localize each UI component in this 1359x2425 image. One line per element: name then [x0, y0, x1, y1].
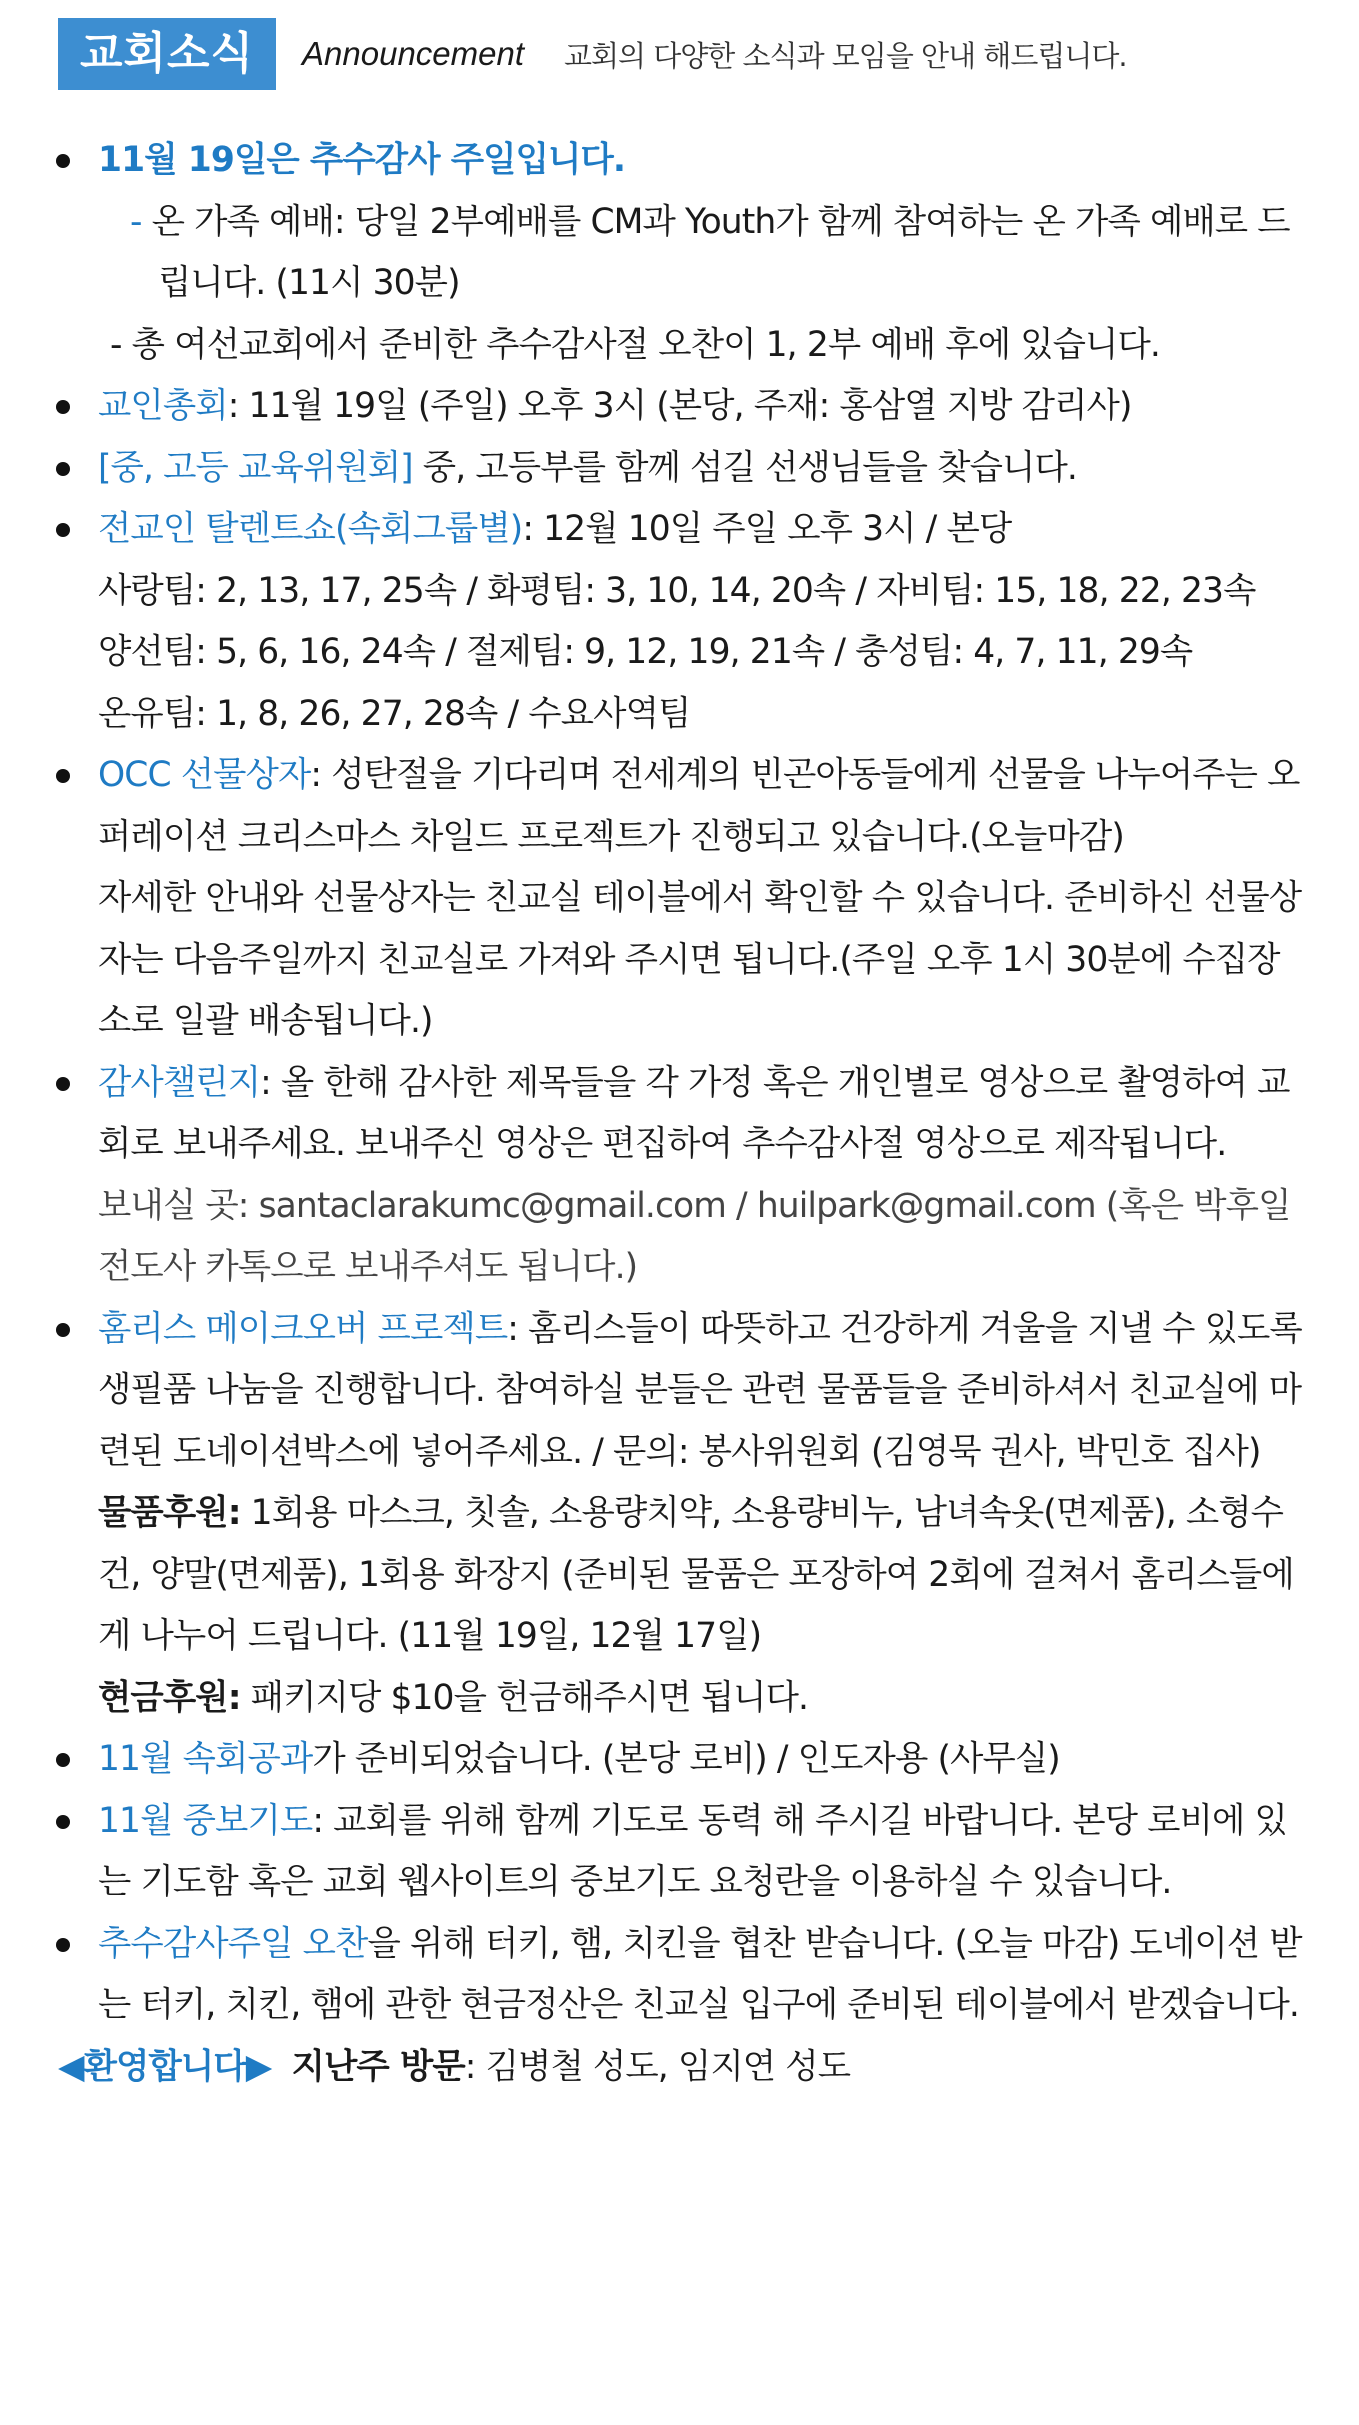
item-text: : 홈리스들이 따뜻하고 건강하게 겨울을 지낼 수 있도록 생필품 나눔을 진행합니다. 참여하실 분들은 관련 물품들을 준비하셔서 친교실에 마련된 도네이션박스에 넣어주세요. / 문의: 봉사위원회 (김영묵 권사, 박민호 집사)	[98, 1308, 1302, 1472]
dash-marker: -	[130, 201, 142, 242]
item-text: : 올 한해 감사한 제목들을 각 가정 혹은 개인별로 영상으로 촬영하여 교회로 보내주세요. 보내주신 영상은 편집하여 추수감사절 영상으로 제작됩니다.	[98, 1062, 1290, 1164]
header	[58, 18, 1127, 90]
goods-text: 1회용 마스크, 칫솔, 소용량치약, 소용량비누, 남녀속옷(면제품), 소형수건, 양말(면제품), 1회용 화장지 (준비된 물품은 포장하여 2회에 걸쳐서 홈리스들에게 나누어 드립니다. (11월 19일, 12월 17일)	[98, 1493, 1294, 1656]
welcome-line	[58, 2037, 1308, 2099]
section-title-en: Announcement	[302, 35, 525, 72]
item-text-2: 자세한 안내와 선물상자는 친교실 테이블에서 확인할 수 있습니다. 준비하신 선물상자는 다음주일까지 친교실로 가져와 주시면 됩니다.(주일 오후 1시 30분에 수집장소로 일괄 배송됩니다.)	[98, 878, 1302, 1041]
cash-label: 현금후원:	[98, 1677, 241, 1718]
list-item-talent-show	[58, 499, 1308, 745]
item-title: 11월 중보기도	[98, 1800, 313, 1841]
team-line: 사랑팀: 2, 13, 17, 25속 / 화평팀: 3, 10, 14, 20속 / 자비팀: 15, 18, 22, 23속	[98, 570, 1256, 611]
list-item-education-committee	[58, 438, 1308, 500]
list-item-general-assembly	[58, 376, 1308, 438]
item-title: [중, 고등 교육위원회]	[98, 447, 413, 488]
section-badge: 교회소식	[58, 18, 276, 90]
announcement-list	[58, 130, 1308, 2037]
item-title: 감사챌린지	[98, 1062, 261, 1103]
list-item-intercessory-prayer	[58, 1791, 1308, 1914]
item-title: 11월 속회공과	[98, 1739, 313, 1779]
list-item-thanksgiving	[58, 130, 1308, 376]
item-subline	[98, 192, 1308, 315]
goods-label: 물품후원:	[98, 1493, 241, 1533]
item-text: 가 준비되었습니다. (본당 로비) / 인도자용 (사무실)	[312, 1739, 1060, 1779]
item-text: 중, 고등부를 함께 섬길 선생님들을 찾습니다.	[412, 447, 1077, 488]
item-text: : 교회를 위해 함께 기도로 동력 해 주시길 바랍니다. 본당 로비에 있는 기도함 혹은 교회 웹사이트의 중보기도 요청란을 이용하실 수 있습니다.	[98, 1800, 1287, 1902]
item-title: 추수감사주일 오찬	[98, 1923, 368, 1964]
item-title: OCC 선물상자	[98, 755, 311, 795]
item-text-2: 보내실 곳: santaclarakumc@gmail.com / huilpark@gmail.com (혹은 박후일 전도사 카톡으로 보내주셔도 됩니다.)	[98, 1185, 1291, 1287]
list-item-thanksgiving-lunch	[58, 1914, 1308, 2037]
visit-label: 지난주 방문	[291, 2046, 465, 2087]
item-title: 전교인 탈렌트쇼(속회그룹별)	[98, 509, 523, 549]
item-text: : 12월 10일 주일 오후 3시 / 본당	[522, 509, 1012, 549]
item-title: 교인총회	[98, 386, 228, 426]
team-line: 양선팀: 5, 6, 16, 24속 / 절제팀: 9, 12, 19, 21속 / 충성팀: 4, 7, 11, 29속	[98, 632, 1193, 672]
list-item-cell-lesson	[58, 1729, 1308, 1791]
list-item-homeless-project	[58, 1299, 1308, 1730]
welcome-label: ◀환영합니다▶	[58, 2046, 272, 2087]
item-text: 을 위해 터키, 햄, 치킨을 협찬 받습니다. (오늘 마감) 도네이션 받는 터키, 치킨, 햄에 관한 현금정산은 친교실 입구에 준비된 테이블에서 받겠습니다.	[98, 1923, 1302, 2025]
team-line: 온유팀: 1, 8, 26, 27, 28속 / 수요사역팀	[98, 693, 691, 734]
visit-text: : 김병철 성도, 임지연 성도	[464, 2046, 851, 2087]
announcement-content	[58, 130, 1308, 2098]
item-title: 11월 19일은 추수감사 주일입니다.	[98, 140, 626, 180]
item-title: 홈리스 메이크오버 프로젝트	[98, 1308, 508, 1349]
section-subtitle: 교회의 다양한 소식과 모임을 안내 해드립니다.	[564, 38, 1127, 73]
cash-text: 패키지당 $10을 헌금해주시면 됩니다.	[240, 1677, 809, 1718]
item-text: : 성탄절을 기다리며 전세계의 빈곤아동들에게 선물을 나누어주는 오퍼레이션 크리스마스 차일드 프로젝트가 진행되고 있습니다.(오늘마감)	[98, 755, 1300, 857]
list-item-occ-gift-box	[58, 745, 1308, 1053]
item-subtext: 온 가족 예배: 당일 2부예배를 CM과 Youth가 함께 참여하는 온 가족 예배로 드립니다. (11시 30분)	[151, 201, 1290, 303]
item-subline-2: - 총 여선교회에서 준비한 추수감사절 오찬이 1, 2부 예배 후에 있습니다.	[110, 324, 1160, 365]
list-item-thanks-challenge	[58, 1053, 1308, 1299]
item-text: : 11월 19일 (주일) 오후 3시 (본당, 주재: 홍삼열 지방 감리사)	[227, 386, 1132, 426]
